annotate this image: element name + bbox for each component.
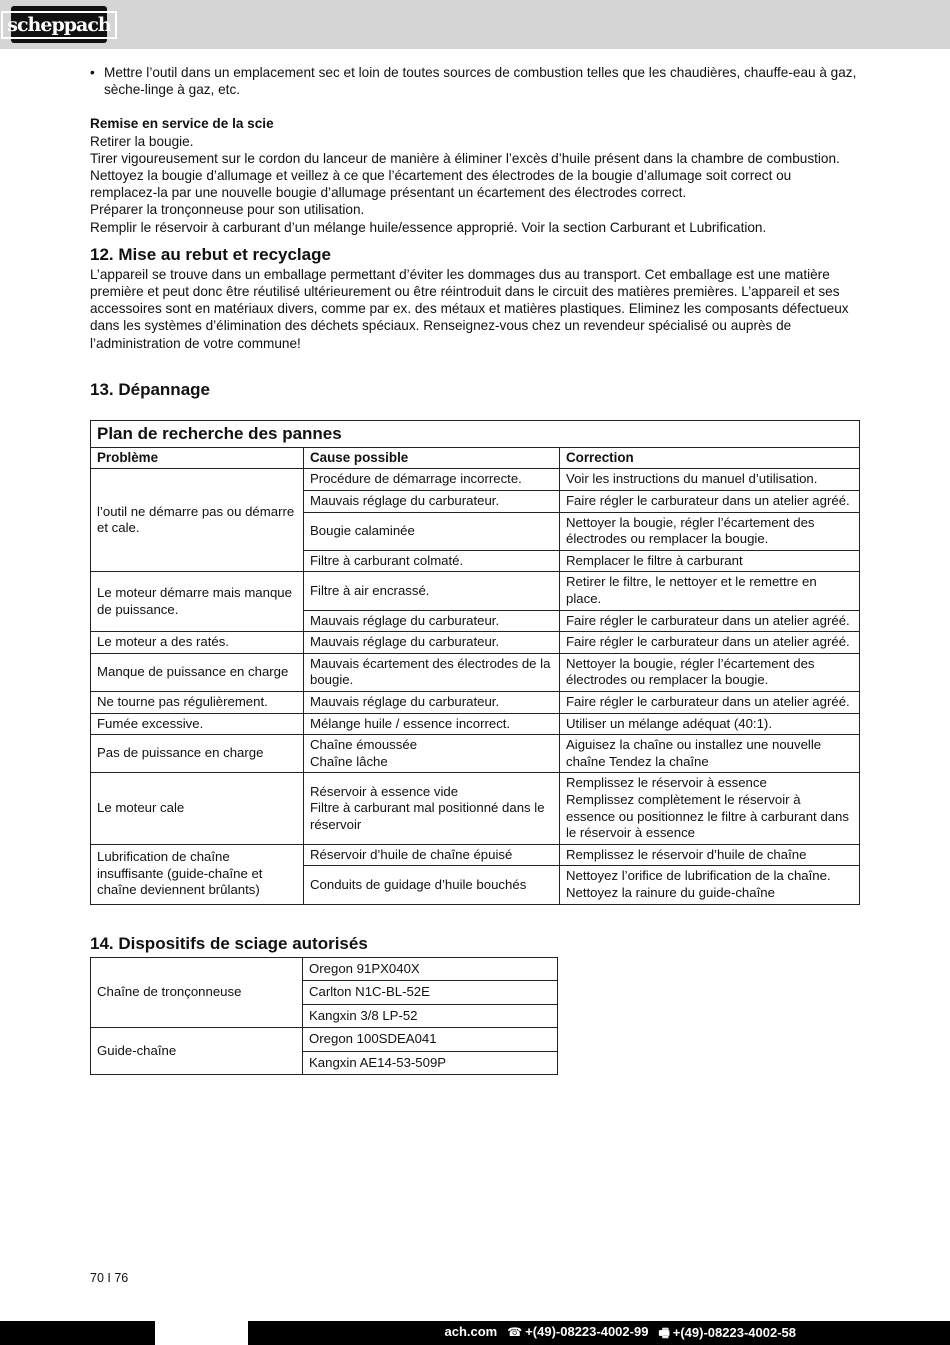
intro-bullet-text: Mettre l’outil dans un emplacement sec et loin de toutes sources de combustion telles que les chaudières, chauffe-eau à gaz, sèche-linge à gaz, etc.: [104, 65, 857, 98]
chain-label: Chaîne de tronçonneuse: [91, 957, 303, 1028]
correction-cell: Voir les instructions du manuel d’utilisation.: [560, 469, 860, 491]
section-14-title: 14. Dispositifs de sciage autorisés: [90, 933, 368, 953]
table-row: [91, 735, 860, 773]
chain-model: Oregon 91PX040X: [303, 957, 558, 981]
footer-fax-item: [658, 1324, 796, 1345]
cause-cell: Procédure de démarrage incorrecte.: [304, 469, 560, 491]
table-row: [91, 632, 860, 654]
problem-cell: Le moteur a des ratés.: [91, 632, 304, 654]
footer-website[interactable]: ach.com: [444, 1324, 498, 1339]
restart-line: Retirer la bougie.: [90, 133, 194, 149]
correction-cell: Utiliser un mélange adéquat (40:1).: [560, 713, 860, 735]
table-title: Plan de recherche des pannes: [91, 420, 860, 447]
restart-line: Remplir le réservoir à carburant d’un mélange huile/essence approprié. Voir la section Carburant et Lubrification.: [90, 219, 767, 235]
cause-cell: Mauvais réglage du carburateur.: [304, 610, 560, 632]
troubleshooting-body: [91, 469, 860, 904]
problem-cell: Lubrification de chaîne insuffisante (guide-chaîne et chaîne deviennent brûlants): [91, 844, 304, 904]
restart-line: Préparer la tronçonneuse pour son utilisation.: [90, 202, 365, 218]
guide-model: Kangxin AE14-53-509P: [303, 1051, 558, 1075]
restart-line: Nettoyez la bougie d’allumage et veillez à ce que l’écartement des électrodes de la bougie d’allumage soit correct ou remplacez-la par une nouvelle bougie d’allumage présentant un écartement des électrodes correct.: [90, 168, 792, 201]
phone-icon: ☎: [507, 1325, 523, 1339]
intro-bullet: [90, 64, 860, 98]
cause-cell: Mauvais réglage du carburateur.: [304, 691, 560, 713]
logo-text: scheppach: [1, 11, 116, 39]
page-content: [90, 64, 860, 1075]
saw-devices-table: [90, 957, 558, 1076]
cause-cell: Conduits de guidage d’huile bouchés: [304, 866, 560, 904]
cause-cell: Mélange huile / essence incorrect.: [304, 713, 560, 735]
footer-gap: [155, 1321, 248, 1345]
bullet-icon: •: [90, 65, 95, 80]
problem-cell: Le moteur cale: [91, 773, 304, 844]
section-12-text: L’appareil se trouve dans un emballage permettant d’éviter les dommages dus au transport. Cet emballage est une matière première et peut donc être réutilisé ultérieurement ou être réintroduit dans le circuit des matières premières. L’appareil et ses accessoires sont en matériaux divers, comme par ex. des métaux et matières plastiques. Eliminez les composants défectueux dans les systèmes d’élimination des déchets spéciaux. Renseignez-vous chez un revendeur spécialisé ou auprès de l’administration de votre commune!: [90, 266, 849, 351]
table-row: [91, 713, 860, 735]
chain-model: Carlton N1C-BL-52E: [303, 981, 558, 1005]
header-bar: [0, 0, 950, 49]
problem-cell: Le moteur démarre mais manque de puissance.: [91, 572, 304, 632]
problem-cell: l’outil ne démarre pas ou démarre et cale.: [91, 469, 304, 572]
correction-cell: Nettoyez l’orifice de lubrification de la chaîne. Nettoyez la rainure du guide-chaîne: [560, 866, 860, 904]
correction-cell: Faire régler le carburateur dans un atelier agréé.: [560, 691, 860, 713]
problem-cell: Manque de puissance en charge: [91, 653, 304, 691]
cause-cell: Bougie calaminée: [304, 512, 560, 550]
section-12-title: 12. Mise au rebut et recyclage: [90, 244, 331, 264]
correction-cell: Aiguisez la chaîne ou installez une nouvelle chaîne Tendez la chaîne: [560, 735, 860, 773]
header-problem: Problème: [91, 447, 304, 469]
restart-line: Tirer vigoureusement sur le cordon du lanceur de manière à éliminer l’excès d’huile présent dans la chambre de combustion.: [90, 150, 840, 166]
cause-cell: Mauvais écartement des électrodes de la bougie.: [304, 653, 560, 691]
correction-cell: Retirer le filtre, le nettoyer et le remettre en place.: [560, 572, 860, 610]
correction-cell: Faire régler le carburateur dans un atelier agréé.: [560, 610, 860, 632]
cause-cell: Mauvais réglage du carburateur.: [304, 491, 560, 513]
table-row: [91, 653, 860, 691]
table-row: [91, 691, 860, 713]
cause-cell: Filtre à carburant colmaté.: [304, 550, 560, 572]
header-correction: Correction: [560, 447, 860, 469]
table-row: [91, 469, 860, 491]
restart-lines: [90, 133, 860, 236]
section-13-title: 13. Dépannage: [90, 379, 210, 399]
header-cause: Cause possible: [304, 447, 560, 469]
cause-cell: Mauvais réglage du carburateur.: [304, 632, 560, 654]
restart-title: Remise en service de la scie: [90, 116, 274, 132]
cause-cell: Chaîne émoussée Chaîne lâche: [304, 735, 560, 773]
scheppach-logo: [7, 6, 111, 43]
problem-cell: Pas de puissance en charge: [91, 735, 304, 773]
correction-cell: Faire régler le carburateur dans un atelier agréé.: [560, 491, 860, 513]
cause-cell: Réservoir d’huile de chaîne épuisé: [304, 844, 560, 866]
footer-phone-item: [507, 1324, 648, 1345]
troubleshooting-table: [90, 420, 860, 905]
table-row: [91, 572, 860, 610]
page-number: 70 I 76: [90, 1271, 129, 1285]
footer-phone: +(49)-08223-4002-99: [525, 1324, 649, 1339]
correction-cell: Nettoyer la bougie, régler l’écartement des électrodes ou remplacer la bougie.: [560, 512, 860, 550]
footer-fax: +(49)-08223-4002-58: [672, 1325, 796, 1340]
cause-cell: Filtre à air encrassé.: [304, 572, 560, 610]
footer-contact: [445, 1324, 797, 1345]
problem-cell: Ne tourne pas régulièrement.: [91, 691, 304, 713]
footer-bar: [0, 1321, 950, 1345]
correction-cell: Remplissez le réservoir d’huile de chaîne: [560, 844, 860, 866]
correction-cell: Nettoyer la bougie, régler l’écartement des électrodes ou remplacer la bougie.: [560, 653, 860, 691]
guide-label: Guide-chaîne: [91, 1028, 303, 1075]
problem-cell: Fumée excessive.: [91, 713, 304, 735]
correction-cell: Faire régler le carburateur dans un atelier agréé.: [560, 632, 860, 654]
guide-model: Oregon 100SDEA041: [303, 1028, 558, 1052]
table-row: [91, 773, 860, 844]
cause-cell: Réservoir à essence vide Filtre à carburant mal positionné dans le réservoir: [304, 773, 560, 844]
chain-model: Kangxin 3/8 LP-52: [303, 1004, 558, 1028]
fax-icon: 🖷: [658, 1326, 670, 1340]
correction-cell: Remplissez le réservoir à essence Remplissez complètement le réservoir à essence ou positionnez le filtre à carburant dans le réservoir à essence: [560, 773, 860, 844]
table-row: [91, 844, 860, 866]
correction-cell: Remplacer le filtre à carburant: [560, 550, 860, 572]
